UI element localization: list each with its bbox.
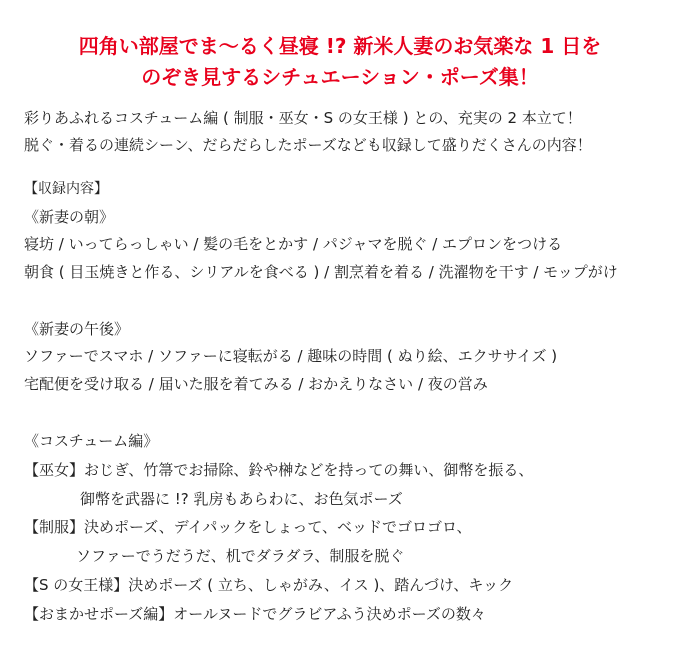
afternoon-line-1: ソファーでスマホ / ソファーに寝転がる / 趣味の時間 ( ぬり絵、エクササイズ ) — [24, 347, 558, 365]
contents-heading: 【収録内容】 — [24, 181, 108, 197]
costume-uniform-line-2: ソファーでうだうだ、机でダラダラ、制服を脱ぐ — [76, 547, 405, 565]
section-title-costume: 《コスチューム編》 — [24, 432, 159, 450]
section-title-morning: 《新妻の朝》 — [24, 208, 115, 226]
headline-line-1: 四角い部屋でま〜るく昼寝 !? 新米人妻のお気楽な 1 日を — [78, 34, 602, 58]
morning-line-1: 寝坊 / いってらっしゃい / 髪の毛をとかす / パジャマを脱ぐ / エプロンをつける — [24, 235, 563, 253]
costume-omakase-line: 【おまかせポーズ編】オールヌードでグラビアふう決めポーズの数々 — [24, 605, 486, 623]
section-title-afternoon: 《新妻の午後》 — [24, 320, 130, 338]
intro-line-2: 脱ぐ・着るの連続シーン、だらだらしたポーズなども収録して盛りだくさんの内容！ — [24, 136, 592, 154]
intro-line-1: 彩りあふれるコスチューム編 ( 制服・巫女・S の女王様 ) との、充実の 2 本立て！ — [24, 109, 582, 127]
headline-line-2: のぞき見するシチュエーション・ポーズ集！ — [141, 65, 539, 89]
costume-miko-line-2: 御幣を武器に !? 乳房もあらわに、お色気ポーズ — [80, 490, 403, 508]
costume-uniform-line-1: 【制服】決めポーズ、デイパックをしょって、ベッドでゴロゴロ、 — [24, 518, 472, 536]
morning-line-2: 朝食 ( 目玉焼きと作る、シリアルを食べる ) / 割烹着を着る / 洗濯物を干す / モップがけ — [24, 263, 618, 281]
costume-miko-line-1: 【巫女】おじぎ、竹箒でお掃除、鈴や榊などを持っての舞い、御幣を振る、 — [24, 461, 534, 479]
afternoon-line-2: 宅配便を受け取る / 届いた服を着てみる / おかえりなさい / 夜の営み — [24, 375, 488, 393]
costume-queen-line: 【S の女王様】決めポーズ ( 立ち、しゃがみ、イス )、踏んづけ、キック — [24, 576, 514, 594]
